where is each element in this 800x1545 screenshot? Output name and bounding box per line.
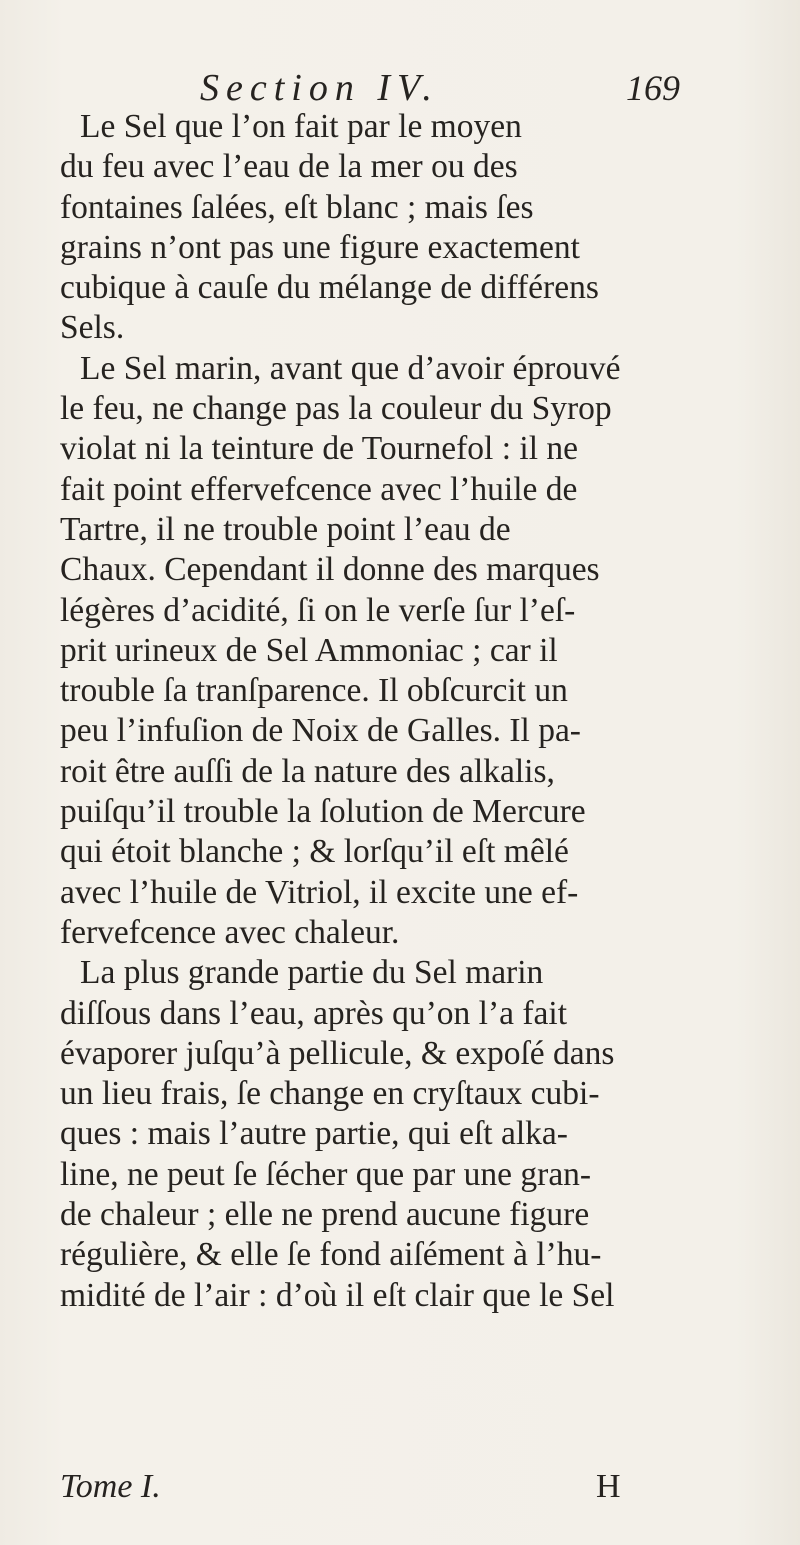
text-line: qui étoit blanche ; & lorſqu’il eſt mêlé xyxy=(60,833,569,871)
page-footer xyxy=(60,1462,720,1512)
text-line: cubique à cauſe du mélange de différens xyxy=(60,269,599,307)
text-line: avec l’huile de Vitriol, il excite une ef- xyxy=(60,873,579,911)
text-line: midité de l’air : d’où il eſt clair que le Sel xyxy=(60,1276,615,1314)
text-line: légères d’acidité, ſi on le verſe ſur l’eſ- xyxy=(60,591,576,629)
signature-mark: H xyxy=(596,1468,621,1505)
text-line: puiſqu’il trouble la ſolution de Mercure xyxy=(60,793,586,831)
text-line: Tartre, il ne trouble point l’eau de xyxy=(60,510,511,548)
text-line: peu l’infuſion de Noix de Galles. Il pa- xyxy=(60,712,581,750)
text-line: ques : mais l’autre partie, qui eſt alka- xyxy=(60,1115,568,1153)
text-line: diſſous dans l’eau, après qu’on l’a fait xyxy=(60,994,567,1032)
text-line: évaporer juſqu’à pellicule, & expoſé dans xyxy=(60,1034,615,1072)
text-line: fait point effervefcence avec l’huile de xyxy=(60,470,578,508)
text-line: Le Sel que l’on fait par le moyen xyxy=(80,108,522,145)
text-line: de chaleur ; elle ne prend aucune figure xyxy=(60,1196,590,1234)
text-line: Le Sel marin, avant que d’avoir éprouvé xyxy=(80,349,621,387)
text-line: trouble ſa tranſparence. Il obſcurcit un xyxy=(60,672,568,710)
text-line: prit urineux de Sel Ammoniac ; car il xyxy=(60,631,558,669)
body-text xyxy=(60,107,785,1316)
section-title: Section IV. xyxy=(200,67,439,109)
text-line: line, ne peut ſe ſécher que par une gran- xyxy=(60,1155,592,1193)
text-line: roit être auſſi de la nature des alkalis, xyxy=(60,752,555,790)
text-line: La plus grande partie du Sel marin xyxy=(80,954,544,992)
page-number: 169 xyxy=(626,68,680,108)
text-line: Sels. xyxy=(60,309,125,347)
text-line: le feu, ne change pas la couleur du Syrop xyxy=(60,390,612,428)
text-line: Chaux. Cependant il donne des marques xyxy=(60,551,600,589)
text-line: violat ni la teinture de Tournefol : il ne xyxy=(60,430,579,468)
text-line: du feu avec l’eau de la mer ou des xyxy=(60,148,518,186)
text-line: fervefcence avec chaleur. xyxy=(60,913,400,951)
text-line: grains n’ont pas une figure exactement xyxy=(60,228,580,266)
text-line: fontaines ſalées, eſt blanc ; mais ſes xyxy=(60,188,534,226)
text-line: un lieu frais, ſe change en cryſtaux cubi- xyxy=(60,1075,600,1113)
text-line: régulière, & elle ſe fond aiſément à l’hu- xyxy=(60,1236,602,1274)
volume-label: Tome I. xyxy=(60,1468,161,1505)
